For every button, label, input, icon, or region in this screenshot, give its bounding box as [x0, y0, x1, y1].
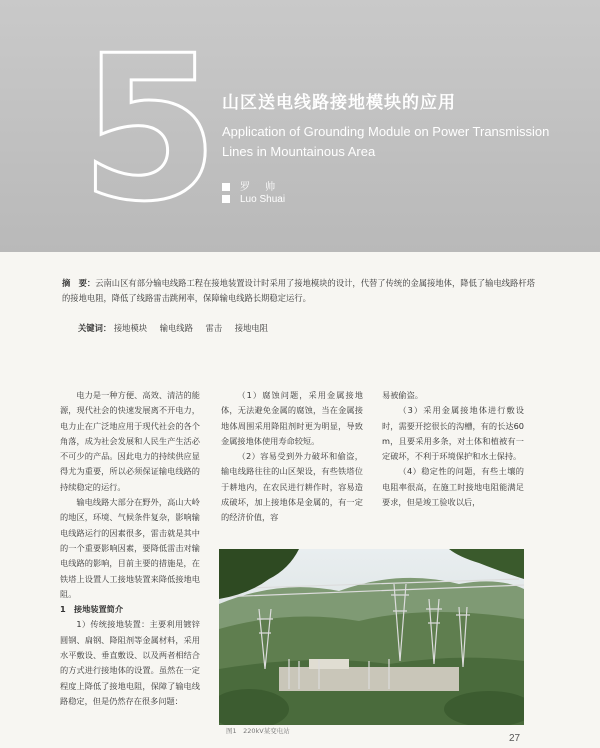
article-title-cn: 山区送电线路接地模块的应用	[222, 93, 456, 113]
bullet-square-icon	[222, 195, 230, 203]
paragraph: 1）传统接地装置：主要利用镀锌圆钢、扁钢、降阻剂等金属材料，采用水平敷设、垂直敷设、以及两者相结合的方式进行接地体的设置。虽然在一定程度上降低了接地电阻，保障了输电线路稳定，但是仍然存在很多问题：	[60, 619, 200, 706]
keywords	[78, 322, 538, 334]
paragraph: （4）稳定性的问题，有些土壤的电阻率很高，在施工时接地电阻能满足要求，但是竣工验收以后，	[382, 466, 524, 508]
substation-photo-illustration	[219, 549, 524, 725]
paragraph: （1）腐蚀问题，采用金属接地体，无法避免金属的腐蚀，当在金属接地体周围采用降阻剂时更为明显，导致金属接地体使用寿命较短。	[221, 390, 363, 446]
figure-caption: 图1 220kV某变电站	[226, 727, 290, 735]
paragraph: 输电线路大部分在野外，高山大岭的地区，环境、气候条件复杂，影响输电线路运行的因素很多，雷击就是其中的一个重要影响因素，要降低雷击对输电线路的影响，目前主要的措施是，在铁塔上设置人工接地装置来降低接地电阻。	[60, 497, 200, 599]
article-title-en: Application of Grounding Module on Power Transmission Lines in Mountainous Area	[222, 124, 550, 159]
keyword: 接地电阻	[234, 323, 268, 333]
abstract	[62, 276, 542, 306]
bullet-square-icon	[222, 183, 230, 191]
keyword: 接地模块	[113, 323, 148, 333]
paragraph: 易被偷盗。	[382, 390, 423, 400]
article-number: 5	[80, 13, 220, 246]
paragraph: （3）采用金属接地体进行敷设时，需要开挖很长的沟槽，有的长达60 m，且要采用多条，对土体和植被有一定破坏，不利于环境保护和水土保持。	[382, 405, 524, 462]
abstract-text: 云南山区有部分输电线路工程在接地装置设计时采用了接地模块的设计，代替了传统的金属接地体，降低了输电线路杆塔的接地电阻，降低了线路雷击跳闸率，保障输电线路长期稳定运行。	[62, 278, 535, 303]
page-number: 27	[509, 733, 521, 744]
keyword: 雷击	[205, 323, 223, 333]
author-cn: 罗 帅	[222, 178, 281, 193]
keywords-label: 关键词：	[78, 323, 112, 333]
author-en: Luo Shuai	[222, 194, 285, 205]
paragraph: （2）容易受到外力破坏和偷盗，输电线路往往的山区架设，有些铁塔位于耕地内，在农民进行耕作时，容易造成破坏，加上接地体是金属的，有一定的经济价值，容	[221, 451, 363, 523]
body-column-3	[382, 388, 524, 510]
body-column-2	[221, 388, 363, 526]
substation-photo	[219, 549, 524, 725]
abstract-label: 摘 要：	[62, 278, 96, 288]
paragraph: 电力是一种方便、高效、清洁的能源，现代社会的快速发展离不开电力，电力止在广泛地应用于现代社会的各个角落，成为社会发展和人民生产生活必不可少的产品。因此电力的持续供应显得尤为重要，所以必须保证输电线路的持续稳定的运行。	[60, 390, 200, 492]
keyword: 输电线路	[159, 323, 193, 333]
body-column-1	[60, 388, 200, 709]
section-heading: 1 接地装置简介	[60, 604, 124, 615]
title-banner	[0, 0, 600, 252]
